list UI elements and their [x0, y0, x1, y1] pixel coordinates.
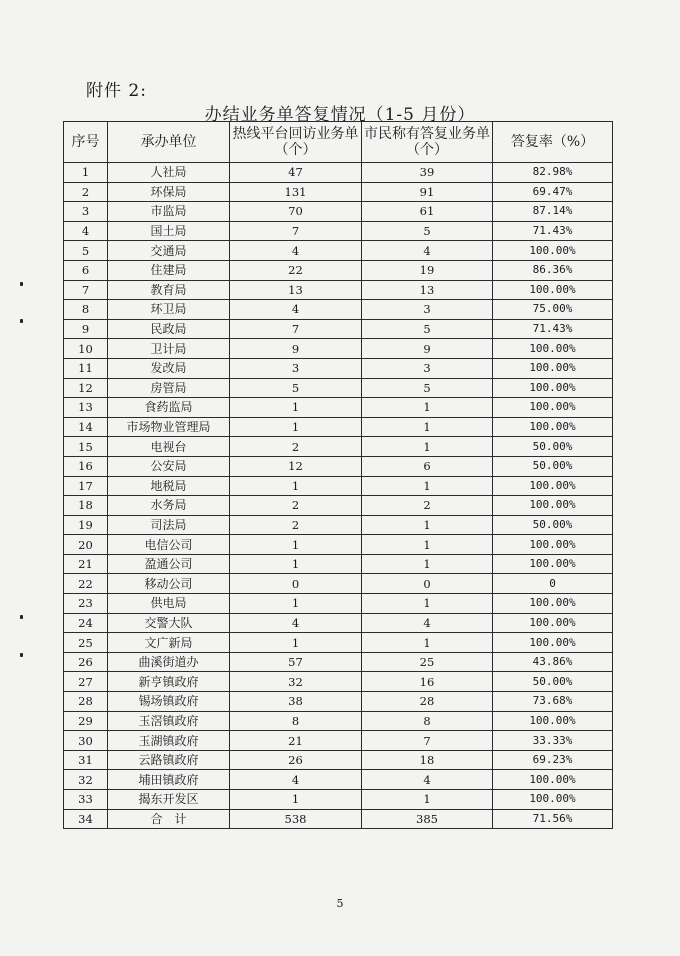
table-body	[64, 163, 613, 829]
cell-answered: 5	[362, 221, 493, 241]
cell-hotline: 2	[230, 437, 362, 457]
cell-rate: 86.36%	[493, 260, 613, 280]
cell-answered: 16	[362, 672, 493, 692]
cell-hotline: 4	[230, 613, 362, 633]
cell-answered: 8	[362, 711, 493, 731]
cell-seq: 30	[64, 731, 108, 751]
cell-hotline: 538	[230, 809, 362, 829]
cell-hotline: 13	[230, 280, 362, 300]
cell-unit: 合 计	[108, 809, 230, 829]
cell-unit: 环保局	[108, 182, 230, 202]
cell-unit: 住建局	[108, 260, 230, 280]
cell-rate: 100.00%	[493, 496, 613, 516]
cell-answered: 2	[362, 496, 493, 516]
table-row	[64, 750, 613, 770]
cell-seq: 18	[64, 496, 108, 516]
cell-rate: 100.00%	[493, 398, 613, 418]
table-row	[64, 221, 613, 241]
cell-answered: 0	[362, 574, 493, 594]
table-row	[64, 456, 613, 476]
cell-unit: 环卫局	[108, 300, 230, 320]
cell-hotline: 38	[230, 692, 362, 712]
cell-rate: 100.00%	[493, 280, 613, 300]
cell-hotline: 1	[230, 594, 362, 614]
cell-answered: 1	[362, 535, 493, 555]
table-row	[64, 692, 613, 712]
cell-hotline: 57	[230, 652, 362, 672]
cell-hotline: 7	[230, 319, 362, 339]
cell-unit: 供电局	[108, 594, 230, 614]
cell-rate: 69.23%	[493, 750, 613, 770]
cell-hotline: 4	[230, 770, 362, 790]
table-row	[64, 339, 613, 359]
cell-answered: 385	[362, 809, 493, 829]
table-row	[64, 378, 613, 398]
cell-answered: 25	[362, 652, 493, 672]
scan-mark	[20, 282, 23, 286]
cell-unit: 公安局	[108, 456, 230, 476]
cell-rate: 100.00%	[493, 554, 613, 574]
cell-hotline: 22	[230, 260, 362, 280]
table-row	[64, 398, 613, 418]
cell-unit: 人社局	[108, 163, 230, 183]
table-row	[64, 202, 613, 222]
cell-rate: 100.00%	[493, 241, 613, 261]
cell-unit: 水务局	[108, 496, 230, 516]
cell-hotline: 47	[230, 163, 362, 183]
cell-rate: 73.68%	[493, 692, 613, 712]
cell-rate: 71.56%	[493, 809, 613, 829]
cell-answered: 1	[362, 437, 493, 457]
cell-hotline: 1	[230, 633, 362, 653]
scan-mark	[20, 615, 23, 619]
cell-seq: 11	[64, 358, 108, 378]
cell-unit: 云路镇政府	[108, 750, 230, 770]
cell-rate: 100.00%	[493, 378, 613, 398]
cell-unit: 市监局	[108, 202, 230, 222]
cell-rate: 71.43%	[493, 221, 613, 241]
cell-answered: 1	[362, 398, 493, 418]
table-row	[64, 554, 613, 574]
cell-unit: 曲溪街道办	[108, 652, 230, 672]
cell-unit: 地税局	[108, 476, 230, 496]
attachment-label: 附件 2:	[86, 81, 147, 101]
table-row	[64, 535, 613, 555]
cell-unit: 锡场镇政府	[108, 692, 230, 712]
cell-seq: 9	[64, 319, 108, 339]
table-row	[64, 319, 613, 339]
cell-unit: 文广新局	[108, 633, 230, 653]
cell-unit: 揭东开发区	[108, 790, 230, 810]
cell-seq: 23	[64, 594, 108, 614]
cell-rate: 100.00%	[493, 358, 613, 378]
cell-answered: 18	[362, 750, 493, 770]
cell-unit: 卫计局	[108, 339, 230, 359]
cell-hotline: 12	[230, 456, 362, 476]
page-title: 办结业务单答复情况（1-5 月份）	[204, 105, 476, 125]
table-row	[64, 790, 613, 810]
cell-seq: 29	[64, 711, 108, 731]
cell-answered: 4	[362, 241, 493, 261]
cell-seq: 8	[64, 300, 108, 320]
cell-rate: 50.00%	[493, 672, 613, 692]
cell-hotline: 2	[230, 515, 362, 535]
reply-rate-table	[63, 121, 613, 829]
cell-rate: 33.33%	[493, 731, 613, 751]
cell-unit: 新亨镇政府	[108, 672, 230, 692]
cell-seq: 25	[64, 633, 108, 653]
cell-rate: 100.00%	[493, 535, 613, 555]
cell-rate: 100.00%	[493, 613, 613, 633]
cell-answered: 9	[362, 339, 493, 359]
cell-unit: 食药监局	[108, 398, 230, 418]
cell-hotline: 21	[230, 731, 362, 751]
cell-seq: 22	[64, 574, 108, 594]
header-unit: 承办单位	[108, 122, 230, 163]
table-row	[64, 711, 613, 731]
cell-hotline: 3	[230, 358, 362, 378]
cell-answered: 5	[362, 378, 493, 398]
header-answered: 市民称有答复业务单（个）	[362, 122, 493, 163]
cell-seq: 33	[64, 790, 108, 810]
table-row	[64, 280, 613, 300]
cell-hotline: 1	[230, 535, 362, 555]
table-row	[64, 437, 613, 457]
cell-rate: 100.00%	[493, 711, 613, 731]
cell-answered: 39	[362, 163, 493, 183]
cell-answered: 1	[362, 633, 493, 653]
cell-rate: 100.00%	[493, 476, 613, 496]
cell-answered: 3	[362, 358, 493, 378]
cell-rate: 75.00%	[493, 300, 613, 320]
cell-rate: 50.00%	[493, 515, 613, 535]
table-row	[64, 770, 613, 790]
table-row	[64, 496, 613, 516]
cell-answered: 1	[362, 554, 493, 574]
cell-seq: 31	[64, 750, 108, 770]
cell-unit: 电信公司	[108, 535, 230, 555]
cell-seq: 16	[64, 456, 108, 476]
cell-unit: 国土局	[108, 221, 230, 241]
cell-answered: 6	[362, 456, 493, 476]
cell-unit: 盈通公司	[108, 554, 230, 574]
table-row	[64, 417, 613, 437]
cell-unit: 埔田镇政府	[108, 770, 230, 790]
cell-hotline: 4	[230, 241, 362, 261]
cell-hotline: 131	[230, 182, 362, 202]
cell-unit: 发改局	[108, 358, 230, 378]
cell-hotline: 7	[230, 221, 362, 241]
cell-rate: 100.00%	[493, 770, 613, 790]
table-row	[64, 515, 613, 535]
cell-seq: 3	[64, 202, 108, 222]
cell-seq: 27	[64, 672, 108, 692]
cell-unit: 交通局	[108, 241, 230, 261]
table-row	[64, 300, 613, 320]
cell-answered: 1	[362, 594, 493, 614]
cell-hotline: 8	[230, 711, 362, 731]
cell-unit: 玉滘镇政府	[108, 711, 230, 731]
table-row	[64, 613, 613, 633]
cell-answered: 28	[362, 692, 493, 712]
cell-seq: 1	[64, 163, 108, 183]
table-row	[64, 358, 613, 378]
cell-rate: 100.00%	[493, 594, 613, 614]
cell-answered: 5	[362, 319, 493, 339]
cell-rate: 0	[493, 574, 613, 594]
cell-hotline: 1	[230, 398, 362, 418]
cell-seq: 32	[64, 770, 108, 790]
page-number: 5	[336, 897, 344, 910]
header-hotline: 热线平台回访业务单（个）	[230, 122, 362, 163]
cell-seq: 17	[64, 476, 108, 496]
cell-seq: 21	[64, 554, 108, 574]
table-row	[64, 652, 613, 672]
cell-unit: 房管局	[108, 378, 230, 398]
cell-hotline: 4	[230, 300, 362, 320]
cell-rate: 82.98%	[493, 163, 613, 183]
cell-rate: 50.00%	[493, 437, 613, 457]
cell-answered: 91	[362, 182, 493, 202]
table-row	[64, 594, 613, 614]
table-row	[64, 672, 613, 692]
cell-seq: 19	[64, 515, 108, 535]
table-row	[64, 182, 613, 202]
cell-hotline: 1	[230, 554, 362, 574]
header-rate: 答复率（%）	[493, 122, 613, 163]
table-row	[64, 260, 613, 280]
cell-unit: 交警大队	[108, 613, 230, 633]
cell-rate: 87.14%	[493, 202, 613, 222]
cell-answered: 13	[362, 280, 493, 300]
cell-unit: 教育局	[108, 280, 230, 300]
table-row	[64, 731, 613, 751]
table-row	[64, 809, 613, 829]
cell-seq: 4	[64, 221, 108, 241]
table-row	[64, 241, 613, 261]
cell-hotline: 70	[230, 202, 362, 222]
cell-answered: 4	[362, 613, 493, 633]
table-row	[64, 633, 613, 653]
table-header-row	[64, 122, 613, 163]
cell-seq: 28	[64, 692, 108, 712]
cell-hotline: 32	[230, 672, 362, 692]
cell-rate: 100.00%	[493, 417, 613, 437]
cell-hotline: 1	[230, 417, 362, 437]
cell-unit: 电视台	[108, 437, 230, 457]
table-row	[64, 574, 613, 594]
cell-seq: 5	[64, 241, 108, 261]
cell-rate: 43.86%	[493, 652, 613, 672]
cell-answered: 61	[362, 202, 493, 222]
cell-seq: 34	[64, 809, 108, 829]
cell-hotline: 1	[230, 790, 362, 810]
cell-unit: 移动公司	[108, 574, 230, 594]
cell-rate: 100.00%	[493, 633, 613, 653]
cell-hotline: 0	[230, 574, 362, 594]
cell-hotline: 1	[230, 476, 362, 496]
cell-seq: 24	[64, 613, 108, 633]
cell-answered: 1	[362, 476, 493, 496]
cell-hotline: 5	[230, 378, 362, 398]
scan-mark	[20, 653, 23, 657]
cell-rate: 69.47%	[493, 182, 613, 202]
cell-unit: 司法局	[108, 515, 230, 535]
cell-rate: 100.00%	[493, 339, 613, 359]
cell-seq: 7	[64, 280, 108, 300]
cell-unit: 玉湖镇政府	[108, 731, 230, 751]
cell-seq: 12	[64, 378, 108, 398]
cell-seq: 20	[64, 535, 108, 555]
cell-rate: 50.00%	[493, 456, 613, 476]
cell-answered: 1	[362, 515, 493, 535]
cell-answered: 1	[362, 417, 493, 437]
cell-rate: 100.00%	[493, 790, 613, 810]
cell-answered: 19	[362, 260, 493, 280]
cell-seq: 15	[64, 437, 108, 457]
scan-mark	[20, 319, 23, 323]
cell-seq: 6	[64, 260, 108, 280]
table-row	[64, 163, 613, 183]
cell-seq: 14	[64, 417, 108, 437]
table-row	[64, 476, 613, 496]
cell-hotline: 2	[230, 496, 362, 516]
cell-unit: 市场物业管理局	[108, 417, 230, 437]
header-seq: 序号	[64, 122, 108, 163]
cell-seq: 2	[64, 182, 108, 202]
cell-answered: 1	[362, 790, 493, 810]
cell-answered: 3	[362, 300, 493, 320]
cell-answered: 4	[362, 770, 493, 790]
cell-answered: 7	[362, 731, 493, 751]
cell-hotline: 9	[230, 339, 362, 359]
cell-hotline: 26	[230, 750, 362, 770]
cell-seq: 13	[64, 398, 108, 418]
cell-seq: 10	[64, 339, 108, 359]
cell-unit: 民政局	[108, 319, 230, 339]
cell-seq: 26	[64, 652, 108, 672]
cell-rate: 71.43%	[493, 319, 613, 339]
